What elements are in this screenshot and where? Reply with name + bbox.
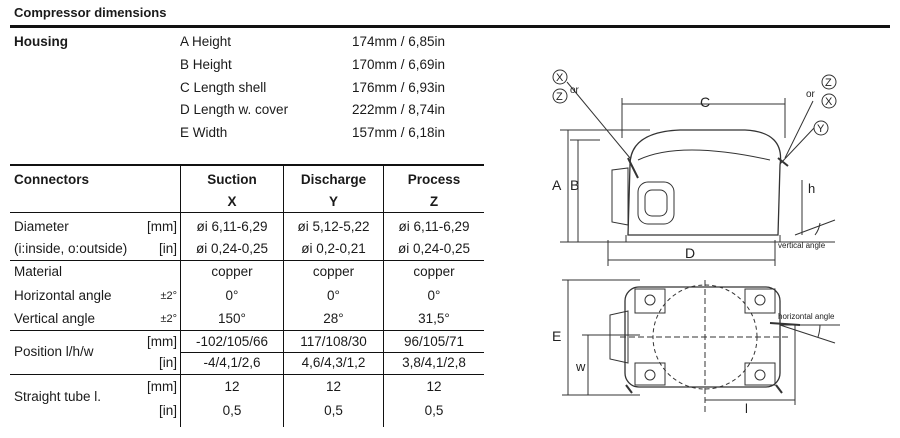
housing-row-value: 174mm / 6,85in <box>352 34 446 49</box>
column-header: Process <box>407 172 461 187</box>
row-label: Diameter <box>14 219 69 234</box>
label-y: Y <box>817 123 825 135</box>
housing-label: Housing <box>14 34 68 49</box>
table-cell: 3,8/4,1/2,8 <box>402 355 466 370</box>
table-cell: 12 <box>426 379 442 394</box>
housing-row-name: A Height <box>180 34 232 49</box>
label-x: X <box>825 96 833 108</box>
table-cell: 0,5 <box>424 403 444 418</box>
row-unit: [mm] <box>147 334 177 349</box>
table-cell: 0,5 <box>324 403 343 418</box>
table-rule <box>180 352 484 353</box>
row-label: Horizontal angle <box>14 288 112 303</box>
row-label: (i:inside, o:outside) <box>14 241 128 256</box>
label-c: C <box>700 94 711 110</box>
housing-row-value: 170mm / 6,69in <box>352 57 446 72</box>
housing-row-name: E Width <box>180 125 228 140</box>
housing-row-value: 176mm / 6,93in <box>352 80 446 95</box>
table-cell: 0° <box>327 288 340 303</box>
row-label: Material <box>14 264 63 279</box>
row-unit: ±2° <box>160 290 177 302</box>
label-a: A <box>552 177 562 193</box>
compressor-top-view <box>540 275 860 435</box>
table-cell: 0° <box>225 288 239 303</box>
table-cell: 12 <box>224 379 240 394</box>
table-cell: copper <box>413 264 455 279</box>
row-unit: [in] <box>158 403 177 418</box>
table-cell: 117/108/30 <box>300 334 367 349</box>
column-code: X <box>227 194 237 209</box>
label-horizontal-angle: horizontal angle <box>778 312 835 321</box>
table-cell: -102/105/66 <box>195 334 269 349</box>
label-e: E <box>552 328 562 344</box>
table-cell: 4,6/4,3/1,2 <box>301 355 366 370</box>
table-cell: 0° <box>427 288 441 303</box>
housing-row-value: 157mm / 6,18in <box>352 125 446 140</box>
label-or: or <box>570 85 579 96</box>
table-cell: 28° <box>323 311 344 326</box>
table-cell: -4/4,1/2,6 <box>203 355 261 370</box>
row-unit: [in] <box>158 241 177 256</box>
label-l: l <box>745 401 748 416</box>
table-cell: øi 0,24-0,25 <box>195 241 269 256</box>
table-cell: øi 5,12-5,22 <box>297 219 370 234</box>
table-cell: øi 0,2-0,21 <box>301 241 366 256</box>
title-divider <box>10 25 890 28</box>
row-unit: [in] <box>158 355 177 370</box>
row-unit: [mm] <box>147 219 177 234</box>
table-cell: øi 6,11-6,29 <box>398 219 470 234</box>
row-unit: ±2° <box>160 313 177 325</box>
housing-row-name: B Height <box>180 57 232 72</box>
table-cell: copper <box>211 264 253 279</box>
label-w: w <box>576 359 586 374</box>
table-cell: 0,5 <box>222 403 242 418</box>
table-rule <box>10 374 484 375</box>
label-b: B <box>570 177 580 193</box>
table-rule <box>10 330 484 331</box>
connectors-label: Connectors <box>14 172 90 187</box>
table-rule <box>10 212 484 213</box>
table-cell: 96/105/71 <box>403 334 465 349</box>
table-cell: 150° <box>218 311 246 326</box>
column-code: Y <box>328 194 338 209</box>
row-label: Position l/h/w <box>14 344 94 359</box>
column-header: Discharge <box>300 172 367 187</box>
row-label: Vertical angle <box>14 311 96 326</box>
table-cell: 31,5° <box>418 311 450 326</box>
column-code: Z <box>429 194 439 209</box>
housing-row-name: C Length shell <box>180 80 267 95</box>
column-header: Suction <box>207 172 257 187</box>
table-cell: øi 6,11-6,29 <box>196 219 268 234</box>
label-z: Z <box>825 77 832 89</box>
table-top-rule <box>10 164 484 166</box>
table-cell: copper <box>312 264 355 279</box>
page-title: Compressor dimensions <box>14 5 167 20</box>
housing-row-name: D Length w. cover <box>180 102 289 117</box>
table-rule <box>10 260 484 261</box>
row-unit: [mm] <box>147 379 177 394</box>
compressor-side-view <box>530 60 850 275</box>
table-cell: 12 <box>325 379 342 394</box>
label-h: h <box>808 181 816 196</box>
label-or: or <box>806 89 815 100</box>
housing-row-value: 222mm / 8,74in <box>352 102 446 117</box>
label-d: D <box>685 245 696 261</box>
table-cell: øi 0,24-0,25 <box>397 241 471 256</box>
row-label: Straight tube l. <box>14 389 102 404</box>
label-x: X <box>556 72 564 84</box>
label-z: Z <box>556 91 563 103</box>
label-vertical-angle: vertical angle <box>778 241 826 250</box>
